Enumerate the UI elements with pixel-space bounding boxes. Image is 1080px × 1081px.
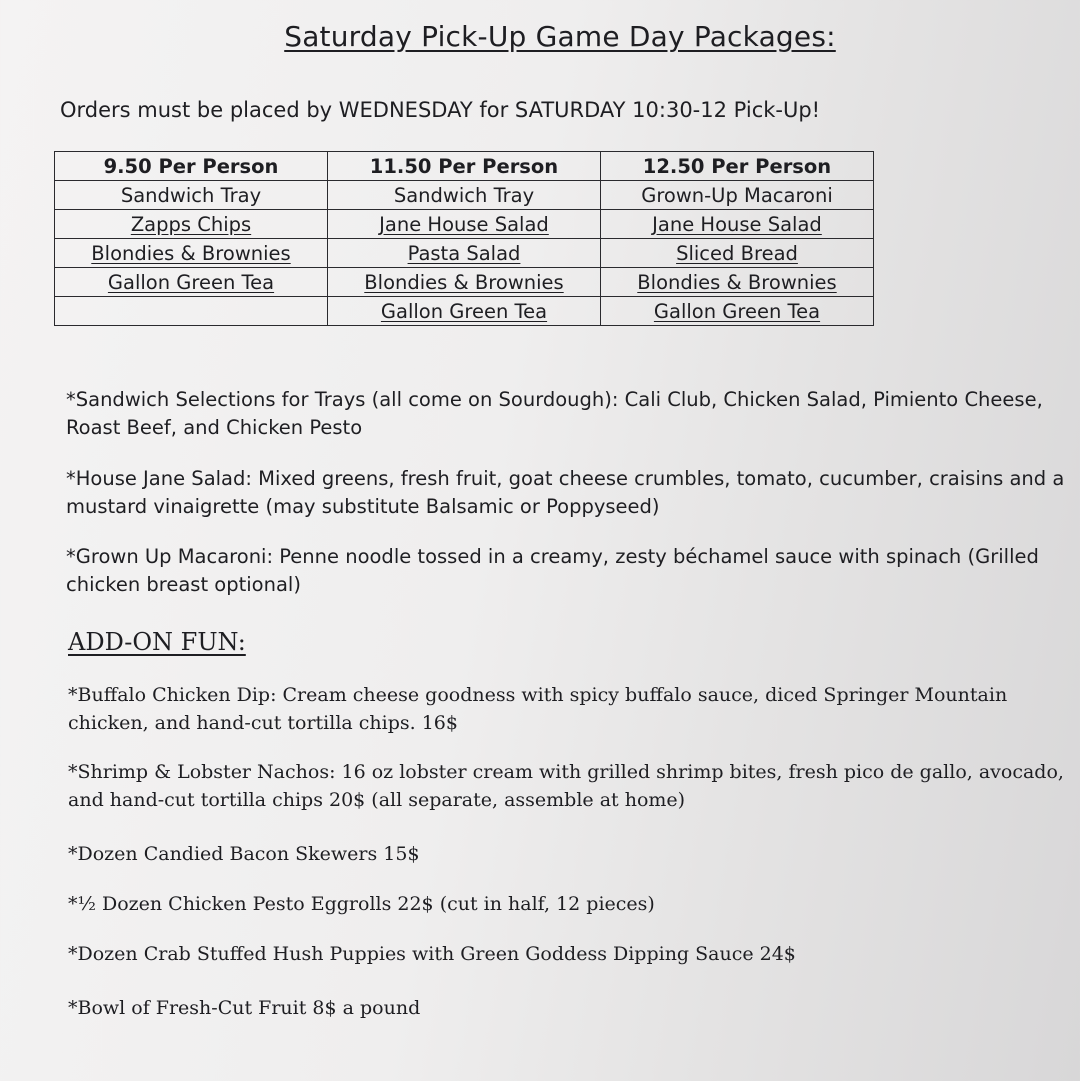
column-header: 12.50 Per Person bbox=[601, 152, 874, 181]
table-row bbox=[55, 210, 874, 239]
table-cell bbox=[328, 297, 601, 326]
table-cell bbox=[328, 268, 601, 297]
table-header-row bbox=[55, 152, 874, 181]
cell-text: Gallon Green Tea bbox=[380, 299, 548, 323]
cell-text: Blondies & Brownies bbox=[637, 270, 837, 294]
addon-item: *½ Dozen Chicken Pesto Eggrolls 22$ (cut in half, 12 pieces) bbox=[68, 893, 655, 915]
table-cell bbox=[328, 210, 601, 239]
addon-item: *Shrimp & Lobster Nachos: 16 oz lobster cream with grilled shrimp bites, fresh pico de gallo, avocado, and hand-cut tortilla chips 20$ (all separate, assemble at home) bbox=[68, 761, 1064, 811]
addon-item: *Dozen Candied Bacon Skewers 15$ bbox=[68, 843, 420, 865]
package-table bbox=[54, 151, 874, 326]
table-cell bbox=[55, 181, 328, 210]
table-cell bbox=[601, 268, 874, 297]
cell-text: Gallon Green Tea bbox=[107, 270, 275, 294]
cell-text: Sandwich Tray bbox=[393, 183, 535, 207]
table-cell bbox=[55, 297, 328, 326]
table-row bbox=[55, 297, 874, 326]
cell-text: Blondies & Brownies bbox=[364, 270, 564, 294]
table-cell bbox=[55, 239, 328, 268]
cell-text: Sliced Bread bbox=[676, 241, 798, 265]
cell-text: Zapps Chips bbox=[130, 212, 252, 236]
cell-text: Grown-Up Macaroni bbox=[641, 183, 833, 207]
table-cell bbox=[55, 210, 328, 239]
table-cell bbox=[601, 297, 874, 326]
cell-text: Sandwich Tray bbox=[120, 183, 262, 207]
page-title: Saturday Pick-Up Game Day Packages: bbox=[284, 20, 836, 53]
table-cell bbox=[601, 181, 874, 210]
order-deadline-notice: Orders must be placed by WEDNESDAY for SATURDAY 10:30-12 Pick-Up! bbox=[60, 98, 821, 122]
table-row bbox=[55, 181, 874, 210]
note-sandwich-selections: *Sandwich Selections for Trays (all come on Sourdough): Cali Club, Chicken Salad, Pimiento Cheese, Roast Beef, and Chicken Pesto bbox=[66, 388, 1043, 439]
cell-text: Jane House Salad bbox=[652, 212, 822, 236]
addon-item: *Buffalo Chicken Dip: Cream cheese goodness with spicy buffalo sauce, diced Springer Mountain chicken, and hand-cut tortilla chips. 16$ bbox=[68, 684, 1008, 734]
note-house-salad: *House Jane Salad: Mixed greens, fresh fruit, goat cheese crumbles, tomato, cucumber, craisins and a mustard vinaigrette (may substitute Balsamic or Poppyseed) bbox=[66, 467, 1065, 518]
note-grown-up-macaroni: *Grown Up Macaroni: Penne noodle tossed in a creamy, zesty béchamel sauce with spinach (Grilled chicken breast optional) bbox=[66, 545, 1039, 596]
cell-text: Blondies & Brownies bbox=[91, 241, 291, 265]
column-header: 11.50 Per Person bbox=[328, 152, 601, 181]
table-cell bbox=[601, 239, 874, 268]
table-cell bbox=[328, 181, 601, 210]
cell-text: Gallon Green Tea bbox=[653, 299, 821, 323]
table-row bbox=[55, 239, 874, 268]
column-header: 9.50 Per Person bbox=[55, 152, 328, 181]
addon-heading: ADD-ON FUN: bbox=[68, 628, 246, 656]
table-cell bbox=[55, 268, 328, 297]
table-cell bbox=[328, 239, 601, 268]
addon-item: *Dozen Crab Stuffed Hush Puppies with Green Goddess Dipping Sauce 24$ bbox=[68, 943, 796, 965]
table-cell bbox=[601, 210, 874, 239]
cell-text: Pasta Salad bbox=[407, 241, 521, 265]
addon-item: *Bowl of Fresh-Cut Fruit 8$ a pound bbox=[68, 997, 421, 1019]
cell-text: Jane House Salad bbox=[379, 212, 549, 236]
table-row bbox=[55, 268, 874, 297]
